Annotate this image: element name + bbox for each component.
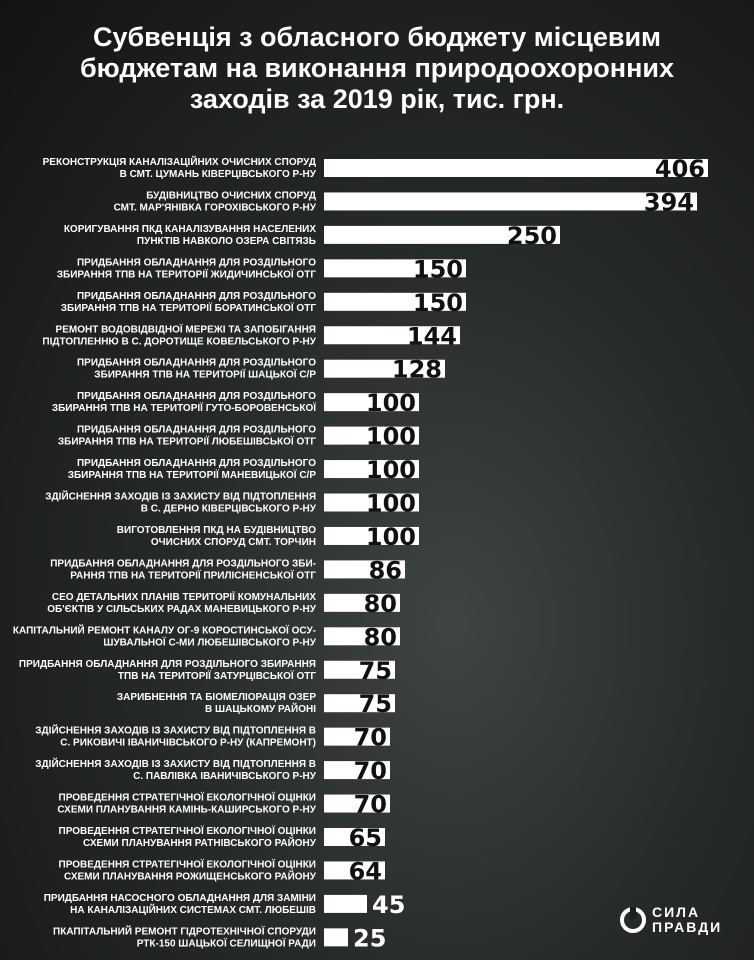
value-label: 144 [406,322,457,351]
value-label: 80 [363,589,397,618]
category-label: ПРОВЕДЕННЯ СТРАТЕГІЧНОЇ ЕКОЛОГІЧНОЇ ОЦІНКИ [58,792,316,804]
category-label: РТК-150 ШАЦЬКОЇ СЕЛИЩНОЇ РАДИ [136,938,316,950]
value-label: 100 [365,522,416,551]
value-label: 150 [412,288,463,317]
category-label: ПРИДБАННЯ ОБЛАДНАННЯ ДЛЯ РОЗДІЛЬНОГО [76,458,316,470]
category-label: В ШАЦЬКОМУ РАЙОНІ [205,704,316,716]
category-label: ЗДІЙСНЕННЯ ЗАХОДІВ ІЗ ЗАХИСТУ ВІД ПІДТОПЛЕННЯ В [35,759,316,771]
category-label: ЗБИРАННЯ ТПВ НА ТЕРИТОРІЇ МАНЕВИЦЬКОЇ С/Р [67,470,316,482]
category-label: ПРИДБАННЯ ОБЛАДНАННЯ ДЛЯ РОЗДІЛЬНОГО [76,290,316,302]
chart-title-line-3: заходів за 2019 рік, тис. грн. [189,84,565,114]
value-label: 86 [368,556,402,585]
category-label: СХЕМИ ПЛАНУВАННЯ КАМІНЬ-КАШИРСЬКОГО Р-НУ [57,804,316,816]
category-label: В СМТ. ЦУМАНЬ КІВЕРЦІВСЬКОГО Р-НУ [119,169,316,180]
category-label: ПРИДБАННЯ ОБЛАДНАННЯ ДЛЯ РОЗДІЛЬНОГО [76,257,316,269]
bar [324,928,348,946]
logo-line-2: ПРАВДИ [652,919,723,935]
category-label: РАННЯ ТПВ НА ТЕРИТОРІЇ ПРИЛІСНЕНСЬКОЇ ОТГ [70,570,316,582]
logo-icon [620,907,646,933]
value-label: 100 [365,456,416,485]
category-label: СХЕМИ ПЛАНУВАННЯ РОЖИЩЕНСЬКОГО РАЙОНУ [64,871,316,883]
category-label: НА КАНАЛІЗАЦІЙНИХ СИСТЕМАХ СМТ. ЛЮБЕШІВ [70,904,316,916]
category-label: ПРОВЕДЕННЯ СТРАТЕГІЧНОЇ ЕКОЛОГІЧНОЇ ОЦІНКИ [58,826,316,837]
category-label: ПРИДБАННЯ ОБЛАДНАННЯ ДЛЯ РОЗДІЛЬНОГО [76,357,316,369]
category-label: ОБ'ЄКТІВ У СІЛЬСЬКИХ РАДАХ МАНЕВИЦЬКОГО Р-НУ [47,603,316,615]
category-label: ВИГОТОВЛЕННЯ ПКД НА БУДІВНИЦТВО [116,524,316,536]
category-label: ЗБИРАННЯ ТПВ НА ТЕРИТОРІЇ ГУТО-БОРОВЕНСЬКОЇ [51,403,316,415]
value-label: 250 [506,221,557,250]
value-label: 75 [358,656,392,685]
category-label: ЗБИРАННЯ ТПВ НА ТЕРИТОРІЇ ЛЮБЕШІВСЬКОЇ ОТГ [57,436,316,448]
category-label: КОРИГУВАННЯ ПКД КАНАЛІЗУВАННЯ НАСЕЛЕНИХ [63,223,316,235]
category-label: ПУНКТІВ НАВКОЛО ОЗЕРА СВІТЯЗЬ [136,235,316,247]
value-label: 70 [353,723,387,752]
category-label: ПРИДБАННЯ ОБЛАДНАННЯ ДЛЯ РОЗДІЛЬНОГО ЗБИ- [50,558,316,570]
category-label: ТПВ НА ТЕРИТОРІЇ ЗАТУРЦІВСЬКОЇ ОТГ [117,670,316,682]
value-label: 406 [654,155,705,183]
value-label: 100 [365,422,416,451]
value-label: 70 [353,790,387,819]
sila-pravdy-logo [620,900,740,940]
category-label: ОЧИСНИХ СПОРУД СМТ. ТОРЧИН [150,536,316,548]
value-label: 45 [372,890,406,919]
category-label: ЗБИРАННЯ ТПВ НА ТЕРИТОРІЇ ЖИДИЧИНСЬКОЇ ОТГ [56,269,316,281]
category-label: ПІДТОПЛЕННЮ В С. ДОРОТИЩЕ КОВЕЛЬСЬКОГО Р-НУ [42,336,316,348]
category-label: В С. ДЕРНО КІВЕРЦІВСЬКОГО Р-НУ [140,503,316,515]
category-label: ЗАРИБНЕННЯ ТА БІОМЕЛІОРАЦІЯ ОЗЕР [116,692,316,704]
value-label: 75 [358,690,392,719]
category-label: ПРИДБАННЯ ОБЛАДНАННЯ ДЛЯ РОЗДІЛЬНОГО [76,424,316,436]
category-label: СМТ. МАР'ЯНІВКА ГОРОХІВСЬКОГО Р-НУ [113,202,316,214]
category-label: ЗДІЙСНЕННЯ ЗАХОДІВ ІЗ ЗАХИСТУ ВІД ПІДТОПЛЕННЯ [45,491,316,503]
category-label: РЕМОНТ ВОДОВІДВІДНОЇ МЕРЕЖІ ТА ЗАПОБІГАННЯ [55,324,316,336]
category-label: ШУВАЛЬНОЇ С-МИ ЛЮБЕШІВСЬКОГО Р-НУ [103,637,316,649]
chart-title-line-2: бюджетам на виконання природоохоронних [79,53,675,83]
bar [324,159,708,177]
category-label: КАПІТАЛЬНИЙ РЕМОНТ КАНАЛУ ОГ-9 КОРОСТИНСЬКОЇ ОСУ- [12,625,316,637]
value-label: 150 [412,255,463,284]
category-label: ПРИДБАННЯ ОБЛАДНАННЯ ДЛЯ РОЗДІЛЬНОГО [76,391,316,403]
category-label: СЕО ДЕТАЛЬНИХ ПЛАНІВ ТЕРИТОРІЇ КОМУНАЛЬНИХ [51,591,316,603]
category-label: С. ПАВЛІВКА ІВАНИЧІВСЬКОГО Р-НУ [133,771,316,783]
value-label: 128 [391,355,442,384]
value-label: 394 [643,188,694,217]
category-label: ЗБИРАННЯ ТПВ НА ТЕРИТОРІЇ ШАЦЬКОЇ С/Р [94,369,316,381]
value-label: 100 [365,489,416,518]
category-label: БУДІВНИЦТВО ОЧИСНИХ СПОРУД [146,190,316,202]
category-label: ПРИДБАННЯ НАСОСНОГО ОБЛАДНАННЯ ДЛЯ ЗАМІНИ [43,892,316,904]
chart-title-line-1: Субвенція з обласного бюджету місцевим [92,22,662,52]
value-label: 25 [353,924,387,953]
value-label: 64 [348,857,382,886]
value-label: 100 [365,389,416,418]
value-label: 80 [363,623,397,652]
bar [324,895,367,913]
category-label: ЗДІЙСНЕННЯ ЗАХОДІВ ІЗ ЗАХИСТУ ВІД ПІДТОПЛЕННЯ В [35,725,316,737]
category-label: РЕКОНСТРУКЦІЯ КАНАЛІЗАЦІЙНИХ ОЧИСНИХ СПОРУД [42,157,316,168]
category-label: ПРИДБАННЯ ОБЛАДНАННЯ ДЛЯ РОЗДІЛЬНОГО ЗБИРАННЯ [18,658,316,670]
category-label: СХЕМИ ПЛАНУВАННЯ РАТНІВСЬКОГО РАЙОНУ [83,838,316,849]
category-label: С. РИКОВИЧІ ІВАНИЧІВСЬКОГО Р-НУ (КАПРЕМОНТ) [60,737,316,749]
bar [324,192,697,210]
value-label: 70 [353,757,387,786]
logo-line-1: СИЛА [652,904,701,920]
value-label: 65 [348,824,382,852]
category-label: ЗБИРАННЯ ТПВ НА ТЕРИТОРІЇ БОРАТИНСЬКОЇ ОТГ [60,302,316,314]
category-label: ПРОВЕДЕННЯ СТРАТЕГІЧНОЇ ЕКОЛОГІЧНОЇ ОЦІНКИ [58,859,316,871]
category-label: ПКАПІТАЛЬНИЙ РЕМОНТ ГІДРОТЕХНІЧНОЇ СПОРУДИ [53,926,316,938]
